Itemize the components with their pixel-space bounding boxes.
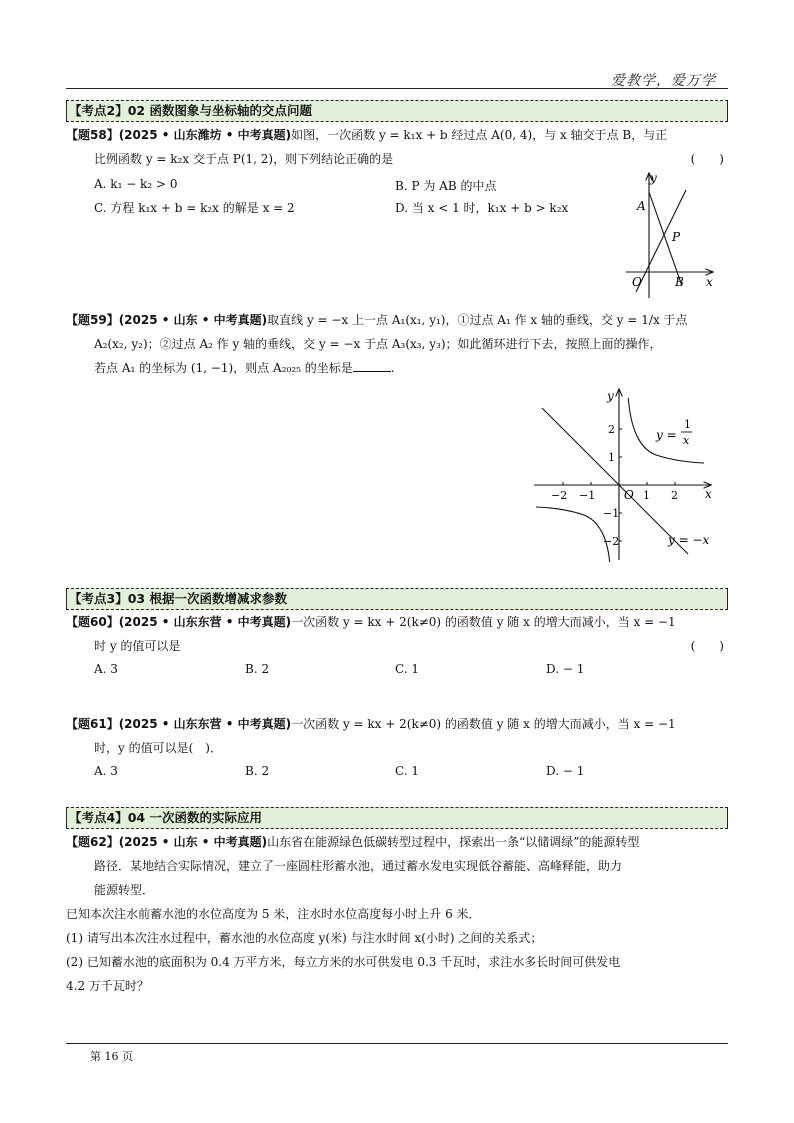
- question-62-part2-cont: 4.2 万千瓦时？: [66, 979, 149, 993]
- section-heading-2: 【考点2】02 函数图象与坐标轴的交点问题: [66, 100, 728, 122]
- hyperbola-branch-q3: [536, 507, 610, 562]
- option-a: A. k₁ − k₂ > 0: [94, 177, 178, 191]
- option-a: A. 3: [94, 662, 118, 676]
- q58-point-b: B: [675, 275, 684, 289]
- option-c: C. 1: [395, 662, 420, 676]
- question-62-part1: (1) 请写出本次注水过程中，蓄水池的水位高度 y(米) 与注水时间 x(小时) 之间的关系式；: [66, 931, 543, 945]
- q59-ytick-2: 2: [608, 423, 615, 436]
- option-c: C. 1: [395, 764, 420, 778]
- question-62-tag: 【题62】(2025 • 山东 • 中考真题): [66, 835, 268, 849]
- question-62: [66, 830, 728, 998]
- curve-label-den: x: [683, 434, 690, 447]
- q59-ytick-1: 1: [608, 451, 615, 464]
- question-60-line2: 时 y 的值可以是: [94, 639, 181, 653]
- q59-xtick-neg1: −1: [579, 489, 596, 502]
- question-59-line1: 取直线 y = −x 上一点 A₁(x₁, y₁)，①过点 A₁ 作 x 轴的垂线，交 y = 1/x 于点: [267, 313, 688, 327]
- option-d: D. − 1: [546, 662, 585, 676]
- q58-y-label: y: [650, 171, 657, 185]
- question-60: [66, 610, 728, 658]
- q59-graph: [528, 384, 724, 564]
- answer-paren: ( ): [690, 152, 724, 166]
- question-59-line3-end: .: [390, 361, 395, 375]
- q58-x-label: x: [706, 275, 713, 289]
- option-b: B. 2: [245, 764, 270, 778]
- page-number: 第 16 页: [90, 1050, 133, 1063]
- q59-xtick-neg2: −2: [551, 489, 568, 502]
- curve-label-reciprocal: [655, 418, 692, 447]
- answer-blank: [353, 359, 391, 372]
- curve-label-num: 1: [684, 418, 691, 431]
- question-58-tag: 【题58】(2025 • 山东潍坊 • 中考真题): [66, 128, 292, 142]
- question-59: [66, 308, 728, 380]
- line-label-neg-x: y = −x: [668, 533, 710, 547]
- q59-y-label: y: [607, 389, 614, 403]
- answer-paren: ( ): [690, 639, 724, 653]
- q58-point-a: A: [637, 199, 646, 213]
- option-b: B. 2: [245, 662, 270, 676]
- question-61-line2: 时，y 的值可以是( )．: [94, 741, 222, 755]
- q58-origin: O: [632, 275, 642, 289]
- q59-origin: O: [624, 488, 634, 502]
- question-59-line3: 若点 A₁ 的坐标为 (1, −1)，则点 A₂₀₂₅ 的坐标是: [94, 361, 353, 375]
- question-59-tag: 【题59】(2025 • 山东 • 中考真题): [66, 313, 268, 327]
- question-60-line1: 一次函数 y = kx + 2(k≠0) 的函数值 y 随 x 的增大而减小，当 x = −1: [291, 615, 676, 629]
- question-59-line2: A₂(x₂, y₂)；②过点 A₂ 作 y 轴的垂线，交 y = −x 于点 A₃(x₃, y₃)；如此循环进行下去，按照上面的操作，: [94, 337, 662, 351]
- question-61-tag: 【题61】(2025 • 山东东营 • 中考真题): [66, 717, 292, 731]
- q59-x-label: x: [705, 487, 712, 501]
- q58-graph: [622, 168, 722, 300]
- question-58-line1: 如图，一次函数 y = k₁x + b 经过点 A(0, 4)，与 x 轴交于点 B，与正: [291, 128, 668, 142]
- question-58: [66, 123, 728, 171]
- option-a: A. 3: [94, 764, 118, 778]
- section-heading-3: 【考点3】03 根据一次函数增减求参数: [66, 588, 728, 610]
- header-rule: [66, 88, 728, 89]
- section-heading-4: 【考点4】04 一次函数的实际应用: [66, 807, 728, 829]
- question-58-line2: 比例函数 y = k₂x 交于点 P(1, 2)，则下列结论正确的是: [94, 152, 394, 166]
- question-61-line1: 一次函数 y = kx + 2(k≠0) 的函数值 y 随 x 的增大而减小，当 x = −1: [291, 717, 676, 731]
- question-62-line3: 能源转型．: [94, 883, 155, 897]
- curve-label-lhs: y =: [656, 428, 677, 442]
- question-60-tag: 【题60】(2025 • 山东东营 • 中考真题): [66, 615, 292, 629]
- option-b: B. P 为 AB 的中点: [395, 179, 497, 193]
- q59-xtick-1: 1: [643, 489, 650, 502]
- header-slogan: 爱教学，爱万学: [611, 73, 716, 89]
- option-d: D. 当 x < 1 时，k₁x + b > k₂x: [395, 201, 569, 215]
- question-62-line2: 路径．某地结合实际情况，建立了一座圆柱形蓄水池，通过蓄水发电实现低谷蓄能、高峰释能，助力: [94, 859, 623, 873]
- option-d: D. − 1: [546, 764, 585, 778]
- question-62-line1: 山东省在能源绿色低碳转型过程中，探索出一条“以储调绿”的能源转型: [267, 835, 640, 849]
- question-62-part2: (2) 已知蓄水池的底面积为 0.4 万平方米，每立方米的水可供发电 0.3 千瓦时，求注水多长时间可供发电: [66, 955, 621, 969]
- q59-xtick-2: 2: [671, 489, 678, 502]
- q58-point-p: P: [672, 230, 681, 244]
- question-61: [66, 712, 728, 760]
- option-c: C. 方程 k₁x + b = k₂x 的解是 x = 2: [94, 201, 295, 215]
- q59-ytick-neg2: −2: [603, 535, 620, 548]
- q59-ytick-neg1: −1: [603, 507, 620, 520]
- question-62-given: 已知本次注水前蓄水池的水位高度为 5 米，注水时水位高度每小时上升 6 米．: [66, 907, 481, 921]
- footer-rule: [66, 1043, 728, 1044]
